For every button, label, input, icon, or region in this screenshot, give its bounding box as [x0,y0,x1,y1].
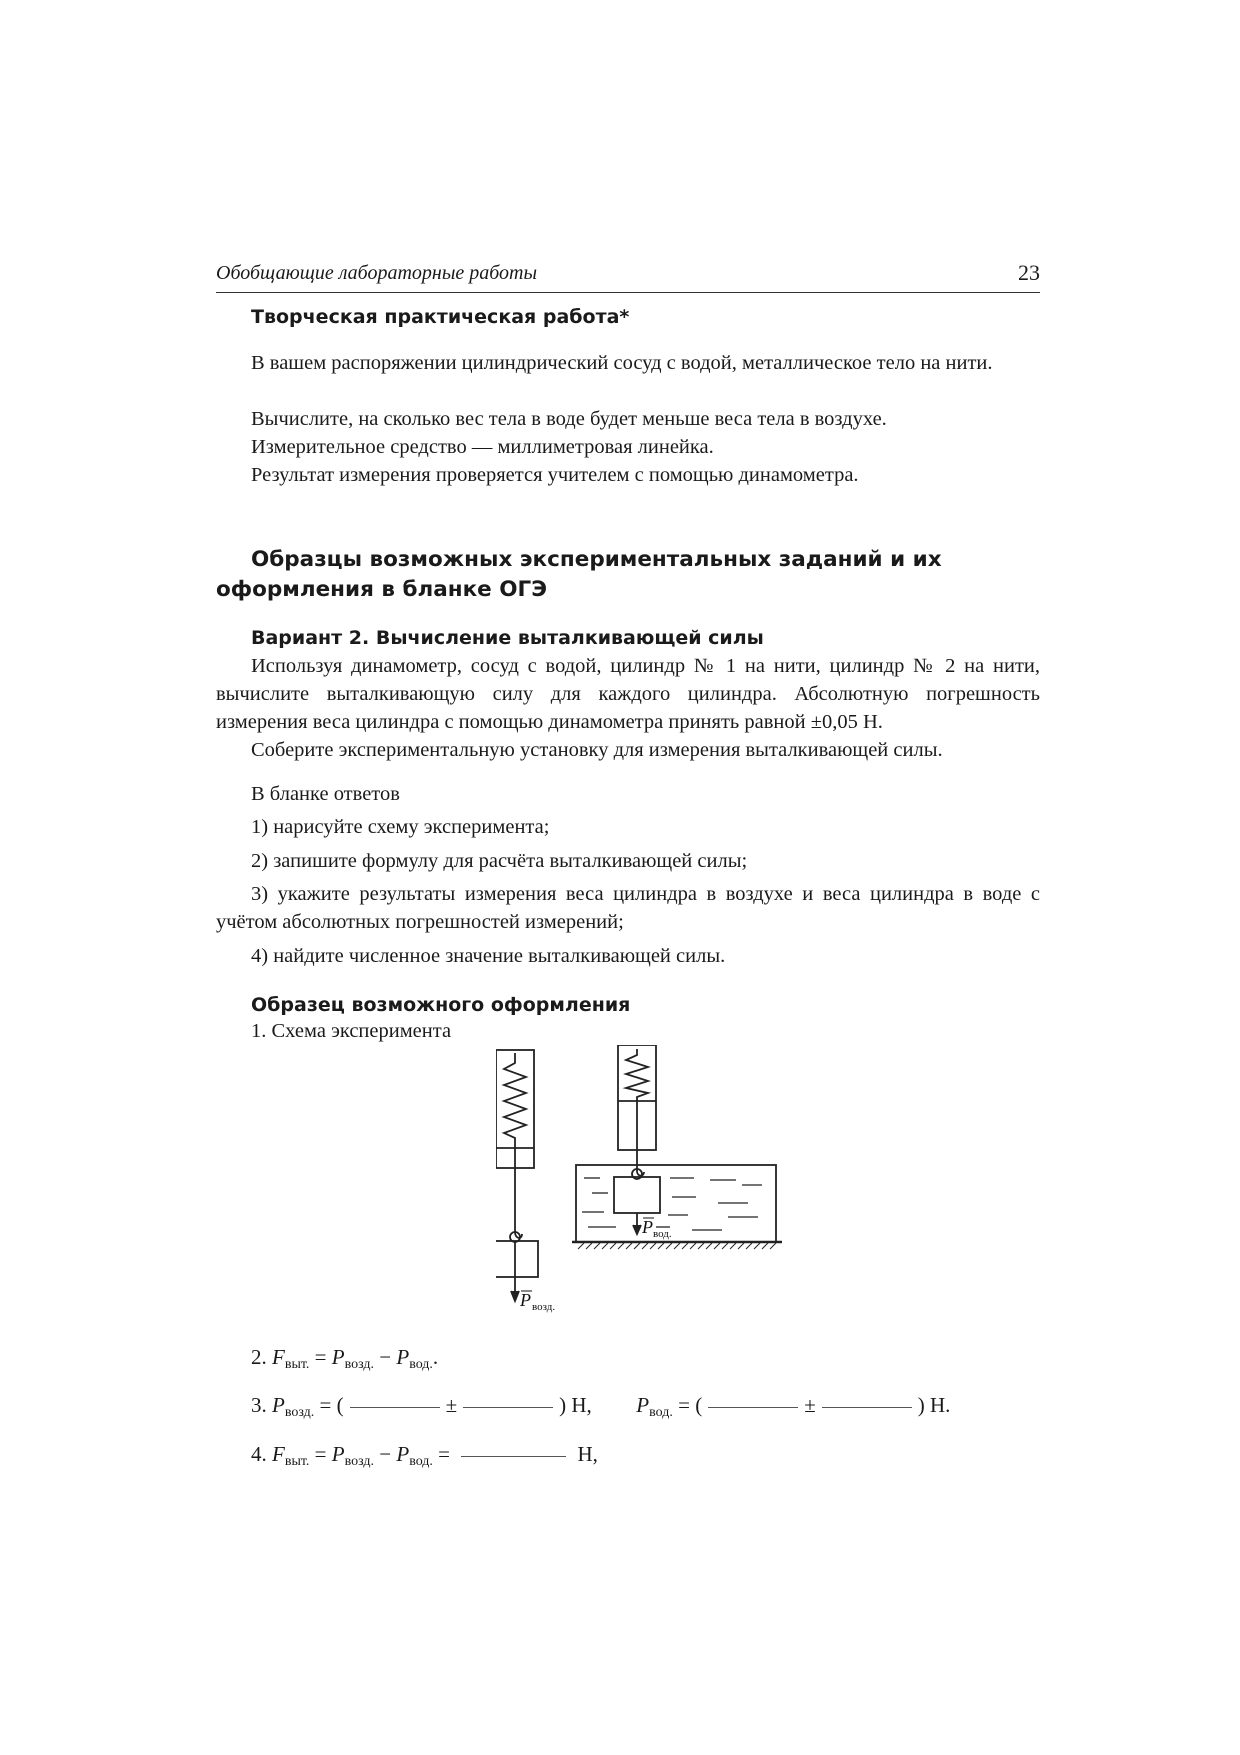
formula-3 [251,1393,950,1421]
label-p-air-sub: возд. [532,1301,556,1313]
formula-3-P2-sub: вод. [649,1405,673,1420]
formula-4-number: 4. [251,1442,267,1466]
samples-section-title: Образцы возможных экспериментальных заданий и их оформления в бланке ОГЭ [216,547,942,602]
blank-air-value[interactable] [350,1406,440,1408]
formula-2-F: F [272,1345,285,1369]
blank-buoyant-force[interactable] [461,1455,566,1457]
formula-3-unit: Н, [571,1393,592,1417]
blank-air-error[interactable] [463,1406,553,1408]
blank-water-error[interactable] [822,1406,912,1408]
formula-3-P2: P [636,1393,650,1417]
table-hatching [578,1243,776,1249]
formula-2-P2-sub: вод. [409,1357,433,1372]
label-p-water-sub: вод. [653,1228,672,1240]
formula-4-F-sub: выт. [284,1454,310,1469]
formula-4-P2: P [396,1442,410,1466]
formula-4-eq: = [314,1442,327,1466]
answer-step-3: 3) укажите результаты измерения веса цилиндра в воздухе и веса цилиндра в воде с учётом абсолютных погрешностей измерений; [216,883,1040,933]
formula-3-open: ( [336,1393,344,1417]
label-p-water: P [642,1217,653,1237]
assemble-paragraph: Соберите экспериментальную установку для измерения выталкивающей силы. [251,739,943,761]
formula-4 [251,1442,598,1470]
formula-3-unit2: Н. [929,1393,951,1417]
formula-4-eq2: = [438,1442,451,1466]
formula-3-P1-sub: возд. [284,1405,315,1420]
water-surface-lines [582,1178,762,1230]
formula-2-end: . [432,1345,439,1369]
answer-step-2: 2) запишите формулу для расчёта выталкивающей силы; [251,850,748,872]
formula-3-pm2: ± [804,1393,816,1417]
answer-step-1: 1) нарисуйте схему эксперимента; [251,816,550,838]
creative-work-title: Творческая практическая работа* [251,306,630,328]
formula-4-P1: P [331,1442,345,1466]
formula-3-eq2: = [678,1393,690,1417]
experiment-diagram [496,1045,976,1315]
scheme-label: 1. Схема эксперимента [251,1020,452,1042]
force-arrow-water-head [633,1225,641,1234]
task-paragraph: Используя динамометр, сосуд с водой, цилиндр № 1 на нити, цилиндр № 2 на нити, вычислите выталкивающую силу для каждого цилиндра. Абсолютную погрешность измерения веса цилиндра с помощью динамометра принять равной ±0,05 Н. [216,655,1040,733]
creative-paragraph-4: Результат измерения проверяется учителем с помощью динамометра. [251,464,859,486]
formula-3-number: 3. [251,1393,267,1417]
formula-3-close: ) [559,1393,567,1417]
formula-4-unit: Н, [577,1442,598,1466]
formula-3-P1: P [272,1393,285,1417]
force-arrow-air-head [511,1291,519,1301]
formula-3-eq: = [319,1393,332,1417]
formula-2-minus: − [379,1345,392,1369]
variant-title: Вариант 2. Вычисление выталкивающей силы [251,627,764,649]
dynamometer-water-spring [626,1049,648,1101]
answer-intro: В бланке ответов [251,783,400,805]
creative-paragraph-1: В вашем распоряжении цилиндрический сосуд с водой, металлическое тело на нити. [251,352,993,374]
page-number: 23 [1018,260,1040,285]
blank-water-value[interactable] [708,1406,798,1408]
dynamometer-air-spring [504,1053,526,1148]
formula-3-pm: ± [445,1393,458,1417]
formula-4-minus: − [379,1442,392,1466]
sample-design-title: Образец возможного оформления [251,994,631,1016]
running-head-title: Обобщающие лабораторные работы [216,262,538,284]
label-p-air: P [520,1290,531,1310]
formula-4-P2-sub: вод. [409,1454,433,1469]
formula-4-F: F [272,1442,285,1466]
formula-4-P1-sub: возд. [344,1454,375,1469]
formula-2-P1-sub: возд. [344,1357,375,1372]
formula-2-F-sub: выт. [284,1357,310,1372]
creative-paragraph-3: Измерительное средство — миллиметровая линейка. [251,436,714,458]
formula-2-number: 2. [251,1345,267,1369]
dynamometer-air-hook [515,1168,522,1238]
formula-3-close2: ) [917,1393,925,1417]
cylinder-air [496,1241,538,1277]
formula-2-eq: = [314,1345,327,1369]
answer-step-4: 4) найдите численное значение выталкивающей силы. [251,945,726,967]
formula-2-P1: P [331,1345,345,1369]
cylinder-water [614,1177,660,1213]
formula-2 [251,1345,438,1373]
formula-3-open2: ( [695,1393,703,1417]
formula-2-P2: P [396,1345,410,1369]
running-head [216,260,1040,293]
creative-paragraph-2: Вычислите, на сколько вес тела в воде будет меньше веса тела в воздухе. [251,408,887,430]
